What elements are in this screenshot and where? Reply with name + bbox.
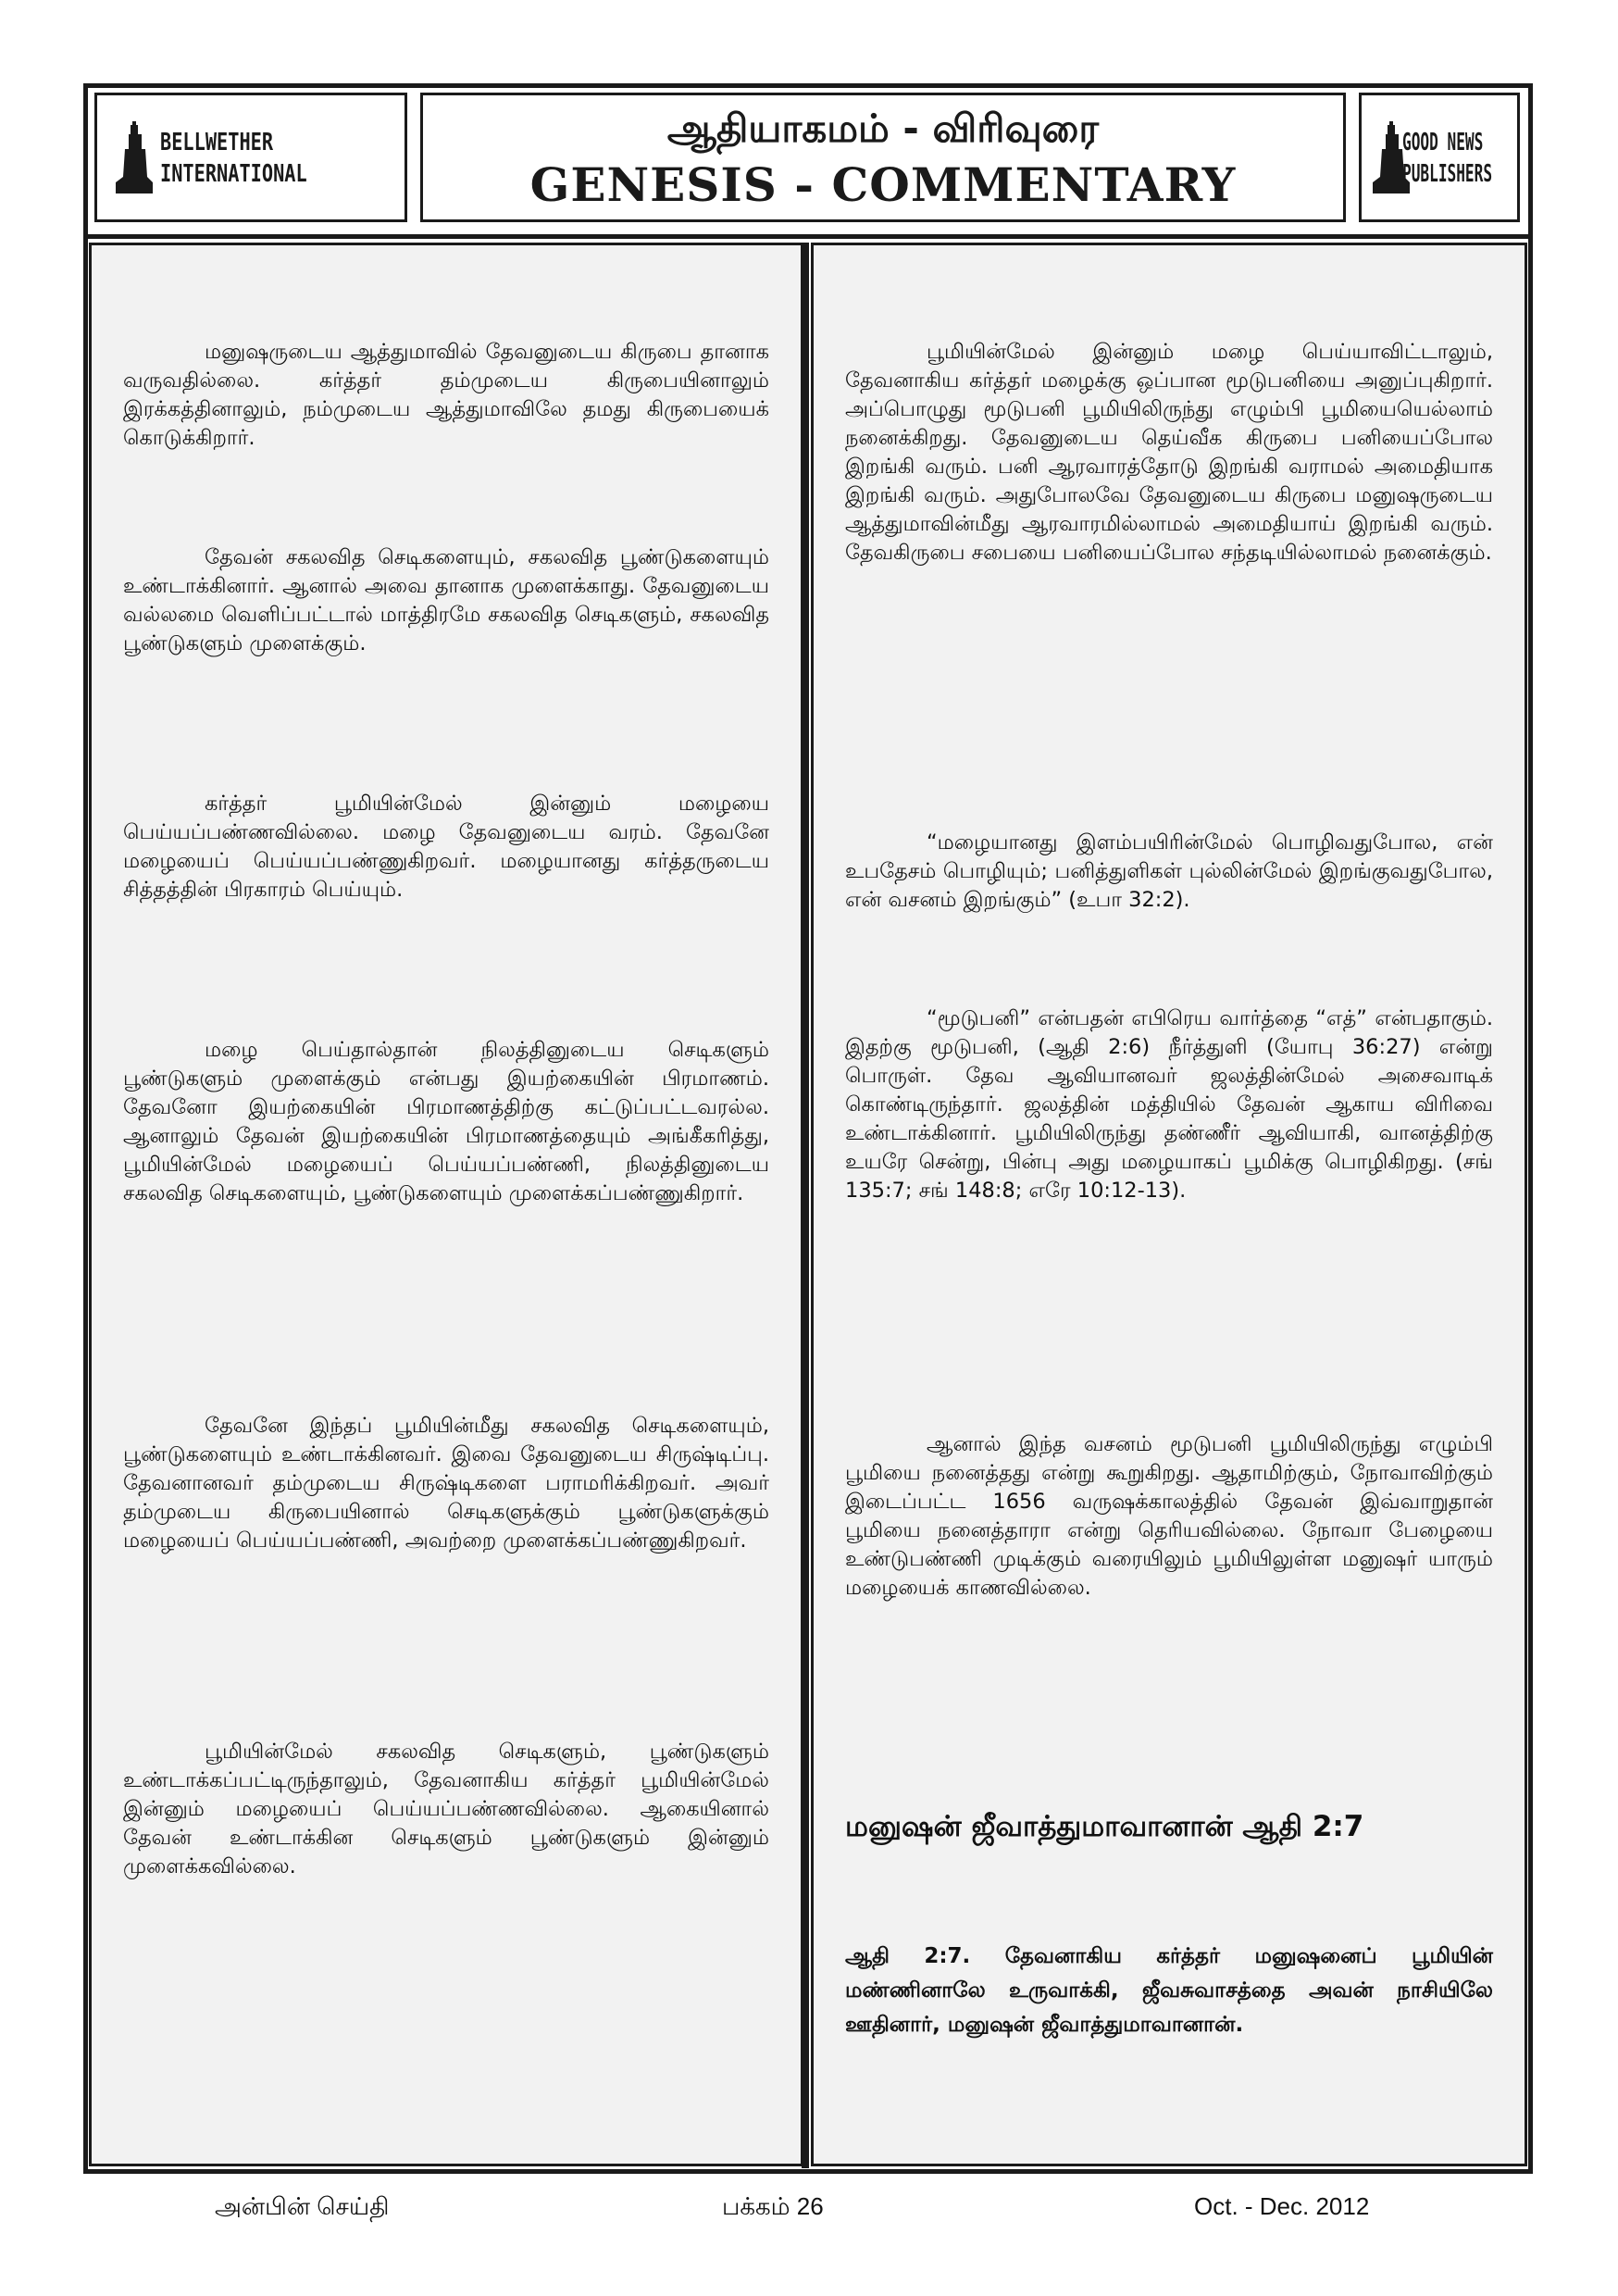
paragraph: கர்த்தர் பூமியின்மேல் இன்னும் மழையை பெய்யப்பண்ணவில்லை. மழை தேவனுடைய வரம். தேவனே மழையைப் பெய்யப்பண்ணுகிறவர். மழையானது கர்த்தருடைய சித்தத்தின் பிரகாரம் பெய்யும். [123, 792, 769, 902]
bellwether-logo [114, 121, 397, 195]
paragraph: தேவனே இந்தப் பூமியின்மீது சகலவித செடிகளையும், பூண்டுகளையும் உண்டாக்கினவர். இவை தேவனுடைய சிருஷ்டிப்பு. தேவனானவர் தம்முடைய சிருஷ்டிகளை பராமரிக்கிறவர். அவர் தம்முடைய கிருபையினால் செடிகளுக்கும் பூண்டுகளுக்கும் மழையைப் பெய்யப்பண்ணி, அவற்றை முளைக்கப்பண்ணுகிறவர். [123, 1414, 769, 1553]
title-english: GENESIS - COMMENTARY [529, 157, 1237, 212]
footer-date: Oct. - Dec. 2012 [1194, 2192, 1370, 2220]
right-logo-box [1359, 93, 1520, 222]
logo-line-1: BELLWETHER [160, 129, 274, 156]
paragraph: ஆனால் இந்த வசனம் மூடுபனி பூமியிலிருந்து எழும்பி பூமியை நனைத்தது என்று கூறுகிறது. ஆதாமிற்கும், நோவாவிற்கும் இடைப்பட்ட 1656 வருஷக்காலத்தில் தேவன் இவ்வாறுதான் பூமியை நனைத்தாரா என்று தெரியவில்லை. நோவா பேழையை உண்டுபண்ணி முடிக்கும் வரையிலும் பூமியிலுள்ள மனுஷர் யாரும் மழையைக் காணவில்லை. [845, 1432, 1493, 1600]
good-news-logo [1371, 121, 1510, 195]
paragraph: மனுஷருடைய ஆத்துமாவில் தேவனுடைய கிருபை தானாக வருவதில்லை. கர்த்தர் தம்முடைய கிருபையினாலும் இரக்கத்தினாலும், நம்முடைய ஆத்துமாவிலே தமது கிருபையைக் கொடுக்கிறார். [123, 340, 769, 450]
title-tamil: ஆதியாகமம் - விரிவுரை [666, 106, 1100, 151]
tower-icon [114, 121, 155, 195]
paragraph: தேவன் சகலவித செடிகளையும், சகலவித பூண்டுகளையும் உண்டாக்கினார். ஆனால் அவை தானாக முளைக்காது. தேவனுடைய வல்லமை வெளிப்பட்டால் மாத்திரமே சகலவித செடிகளும், சகலவித பூண்டுகளும் முளைக்கும். [123, 545, 769, 655]
left-column [89, 243, 803, 2166]
logo-line-2: INTERNATIONAL [160, 160, 307, 188]
right-column [811, 243, 1527, 2166]
bible-verse: ஆதி 2:7. தேவனாகிய கர்த்தர் மனுஷனைப் பூமியின் மண்ணினாலே உருவாக்கி, ஜீவசுவாசத்தை அவன் நாசியிலே ஊதினார், மனுஷன் ஜீவாத்துமாவானான். [845, 1944, 1493, 2037]
paragraph: மழை பெய்தால்தான் நிலத்தினுடைய செடிகளும் பூண்டுகளும் முளைக்கும் என்பது இயற்கையின் பிரமாணம். தேவனோ இயற்கையின் பிரமாணத்திற்கு கட்டுப்பட்டவரல்ல. ஆனாலும் தேவன் இயற்கையின் பிரமாணத்தையும் அங்கீகரித்து, பூமியின்மேல் மழையைப் பெய்யப்பண்ணி, நிலத்தினுடைய சகலவித செடிகளையும், பூண்டுகளையும் முளைக்கப்பண்ணுகிறார். [123, 1038, 769, 1205]
logo-line-2: PUBLISHERS [1402, 160, 1493, 188]
page-header [83, 83, 1533, 239]
footer-page-number: பக்கம் 26 [722, 2192, 824, 2220]
paragraph: “மூடுபனி” என்பதன் எபிரெய வார்த்தை “எத்” என்பதாகும். இதற்கு மூடுபனி, (ஆதி 2:6) நீர்த்துளி (யோபு 36:27) என்று பொருள். தேவ ஆவியானவர் ஜலத்தின்மேல் அசைவாடிக் கொண்டிருந்தார். ஜலத்தின் மத்தியில் தேவன் ஆகாய விரிவை உண்டாக்கினார். பூமியிலிருந்து தண்ணீர் ஆவியாகி, வானத்திற்கு உயரே சென்று, பின்பு அது மழையாகப் பூமிக்கு பொழிகிறது. (சங் 135:7; சங் 148:8; எரே 10:12-13). [845, 1006, 1493, 1203]
column-divider [802, 243, 809, 2168]
page-footer [0, 2192, 1618, 2229]
title-box [420, 93, 1346, 222]
left-logo-box [94, 93, 407, 222]
footer-publication: அன்பின் செய்தி [215, 2192, 390, 2220]
section-heading: மனுஷன் ஜீவாத்துமாவானான் ஆதி 2:7 [845, 1810, 1364, 1843]
paragraph: “மழையானது இளம்பயிரின்மேல் பொழிவதுபோல, என் உபதேசம் பொழியும்; பனித்துளிகள் புல்லின்மேல் இறங்குவதுபோல, என் வசனம் இறங்கும்” (உபா 32:2). [845, 830, 1493, 912]
logo-line-1: GOOD NEWS [1402, 129, 1484, 156]
paragraph: பூமியின்மேல் இன்னும் மழை பெய்யாவிட்டாலும், தேவனாகிய கர்த்தர் மழைக்கு ஒப்பான மூடுபனியை அனுப்புகிறார். அப்பொழுது மூடுபனி பூமியிலிருந்து எழும்பி பூமியையெல்லாம் நனைக்கிறது. தேவனுடைய தெய்வீக கிருபை பனியைப்போல இறங்கி வரும். பனி ஆரவாரத்தோடு இறங்கி வராமல் அமைதியாக இறங்கி வரும். அதுபோலவே தேவனுடைய கிருபை மனுஷருடைய ஆத்துமாவின்மீது ஆரவாரமில்லாமல் அமைதியாய் இறங்கி வரும். தேவகிருபை சபையை பனியைப்போல சந்தடியில்லாமல் நனைக்கும். [845, 340, 1493, 565]
paragraph: பூமியின்மேல் சகலவித செடிகளும், பூண்டுகளும் உண்டாக்கப்பட்டிருந்தாலும், தேவனாகிய கர்த்தர் பூமியின்மேல் இன்னும் மழையைப் பெய்யப்பண்ணவில்லை. ஆகையினால் தேவன் உண்டாக்கின செடிகளும் பூண்டுகளும் இன்னும் முளைக்கவில்லை. [123, 1740, 769, 1878]
